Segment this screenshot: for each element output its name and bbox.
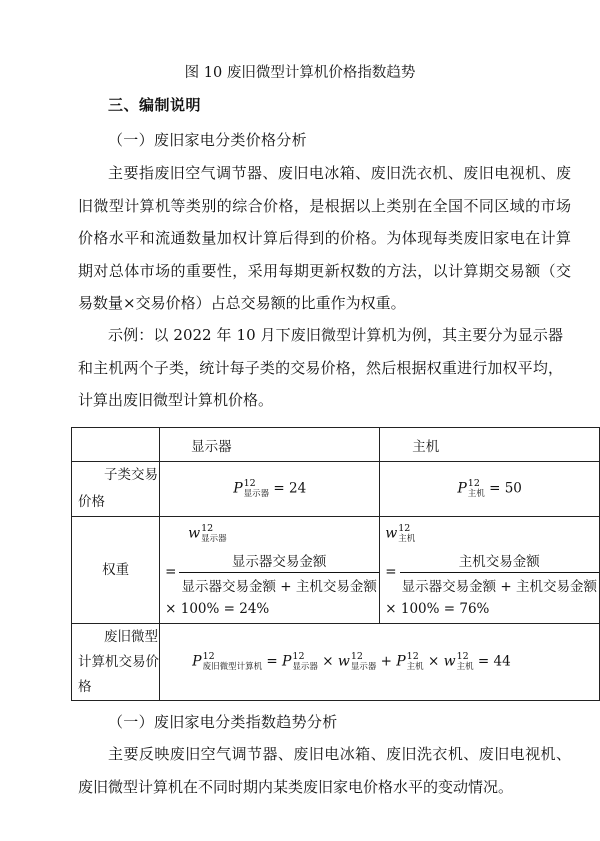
header-blank-cell <box>72 428 160 462</box>
figure-caption: 图 10 废旧微型计算机价格指数趋势 <box>184 65 416 81</box>
section-heading: 三、编制说明 <box>108 96 202 114</box>
row-label-total: 废旧微型 计算机交易价 格 <box>72 624 160 701</box>
weight-display-cell: w 12 显示器 = $\frac{\text{显示器交易金额}}{\text{显示器交易金额 + 主机交易金额}}$ × 100% = 24% <box>160 517 380 624</box>
paragraph-index-description: 主要反映废旧空气调节器、废旧电冰箱、废旧洗衣机、废旧电视机、废旧微型计算机在不同时期内某类废旧家电价格水平的变动情况。 <box>78 745 571 796</box>
table-row-price <box>72 462 600 517</box>
price-host-cell: P 12 主机 = 50 <box>380 462 600 517</box>
row-label-weight: 权重 <box>72 517 160 624</box>
weight-host-cell: w 12 主机 = $\frac{\text{主机交易金额}}{\text{显示器交易金额 + 主机交易金额}}$ × 100% = 76% <box>380 517 600 624</box>
header-display: 显示器 <box>160 428 380 462</box>
paragraph-example: 示例：以 2022 年 10 月下废旧微型计算机为例，其主要分为显示器和主机两个子类，统计每子类的交易价格，然后根据权重进行加权平均，计算出废旧微型计算机价格。 <box>78 326 563 409</box>
subheading-price-analysis: （一）废旧家电分类价格分析 <box>108 131 307 149</box>
subheading-index-analysis: （一）废旧家电分类指数趋势分析 <box>108 713 338 731</box>
header-host: 主机 <box>380 428 600 462</box>
price-display-cell: P 12 显示器 = 24 <box>160 462 380 517</box>
table-row-total <box>72 624 600 701</box>
row-label-price: 子类交易 价格 <box>72 462 160 517</box>
total-formula-cell: P 12 废旧微型计算机 = P 12 显示器 × w 12 显示器 + P 12 主机 × w 12 主机 = 44 <box>160 624 600 701</box>
weighting-table <box>71 427 600 701</box>
table-row-weight <box>72 517 600 624</box>
table-header-row <box>72 428 600 462</box>
paragraph-methodology: 主要指废旧空气调节器、废旧电冰箱、废旧洗衣机、废旧电视机、废旧微型计算机等类别的综合价格，是根据以上类别在全国不同区域的市场价格水平和流通数量加权计算后得到的价格。为体现每类废旧家电在计算期对总体市场的重要性，采用每期更新权数的方法，以计算期交易额（交易数量×交易价格）占总交易额的比重作为权重。 <box>78 164 571 312</box>
